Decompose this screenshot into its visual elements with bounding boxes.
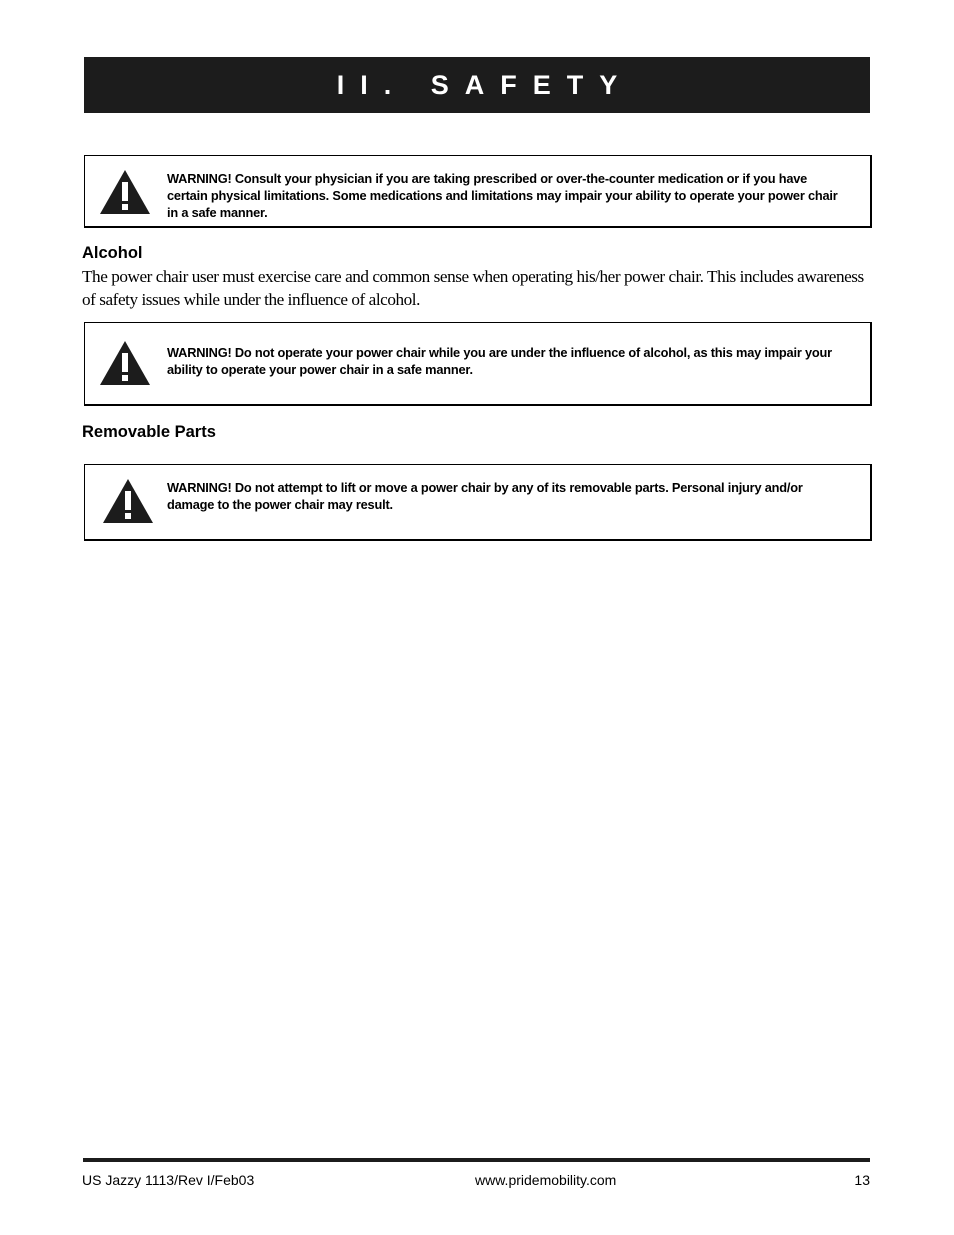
footer-website-link[interactable]: www.pridemobility.com [475,1172,617,1188]
footer-doc-id: US Jazzy 1113/Rev I/Feb03 [82,1172,255,1188]
heading-removable-parts: Removable Parts [82,423,216,441]
footer-divider [83,1158,870,1162]
warning-text: WARNING! Consult your physician if you are taking prescribed or over-the-counter medication or if you have certain physical limitations. Some medications and limitations may impair your ability to operate your power chair in a safe manner. [167,171,838,220]
paragraph-alcohol: The power chair user must exercise care and common sense when operating his/her power chair. This includes awareness of safety issues while under the influence of alcohol. [82,267,864,309]
warning-triangle-icon [99,168,151,216]
warning-box-alcohol [84,322,872,406]
warning-box-removable-parts [84,464,872,541]
footer-page-number: 13 [854,1172,870,1188]
warning-box-medication [84,155,872,228]
warning-text: WARNING! Do not operate your power chair while you are under the influence of alcohol, as this may impair your ability to operate your power chair in a safe manner. [167,345,832,377]
section-title: II. SAFETY [336,69,634,100]
warning-triangle-icon [102,477,154,525]
warning-triangle-icon [99,339,151,387]
heading-alcohol: Alcohol [82,244,143,262]
warning-text: WARNING! Do not attempt to lift or move a power chair by any of its removable parts. Personal injury and/or damage to the power chair may result. [167,480,803,512]
section-title-banner [84,57,870,113]
